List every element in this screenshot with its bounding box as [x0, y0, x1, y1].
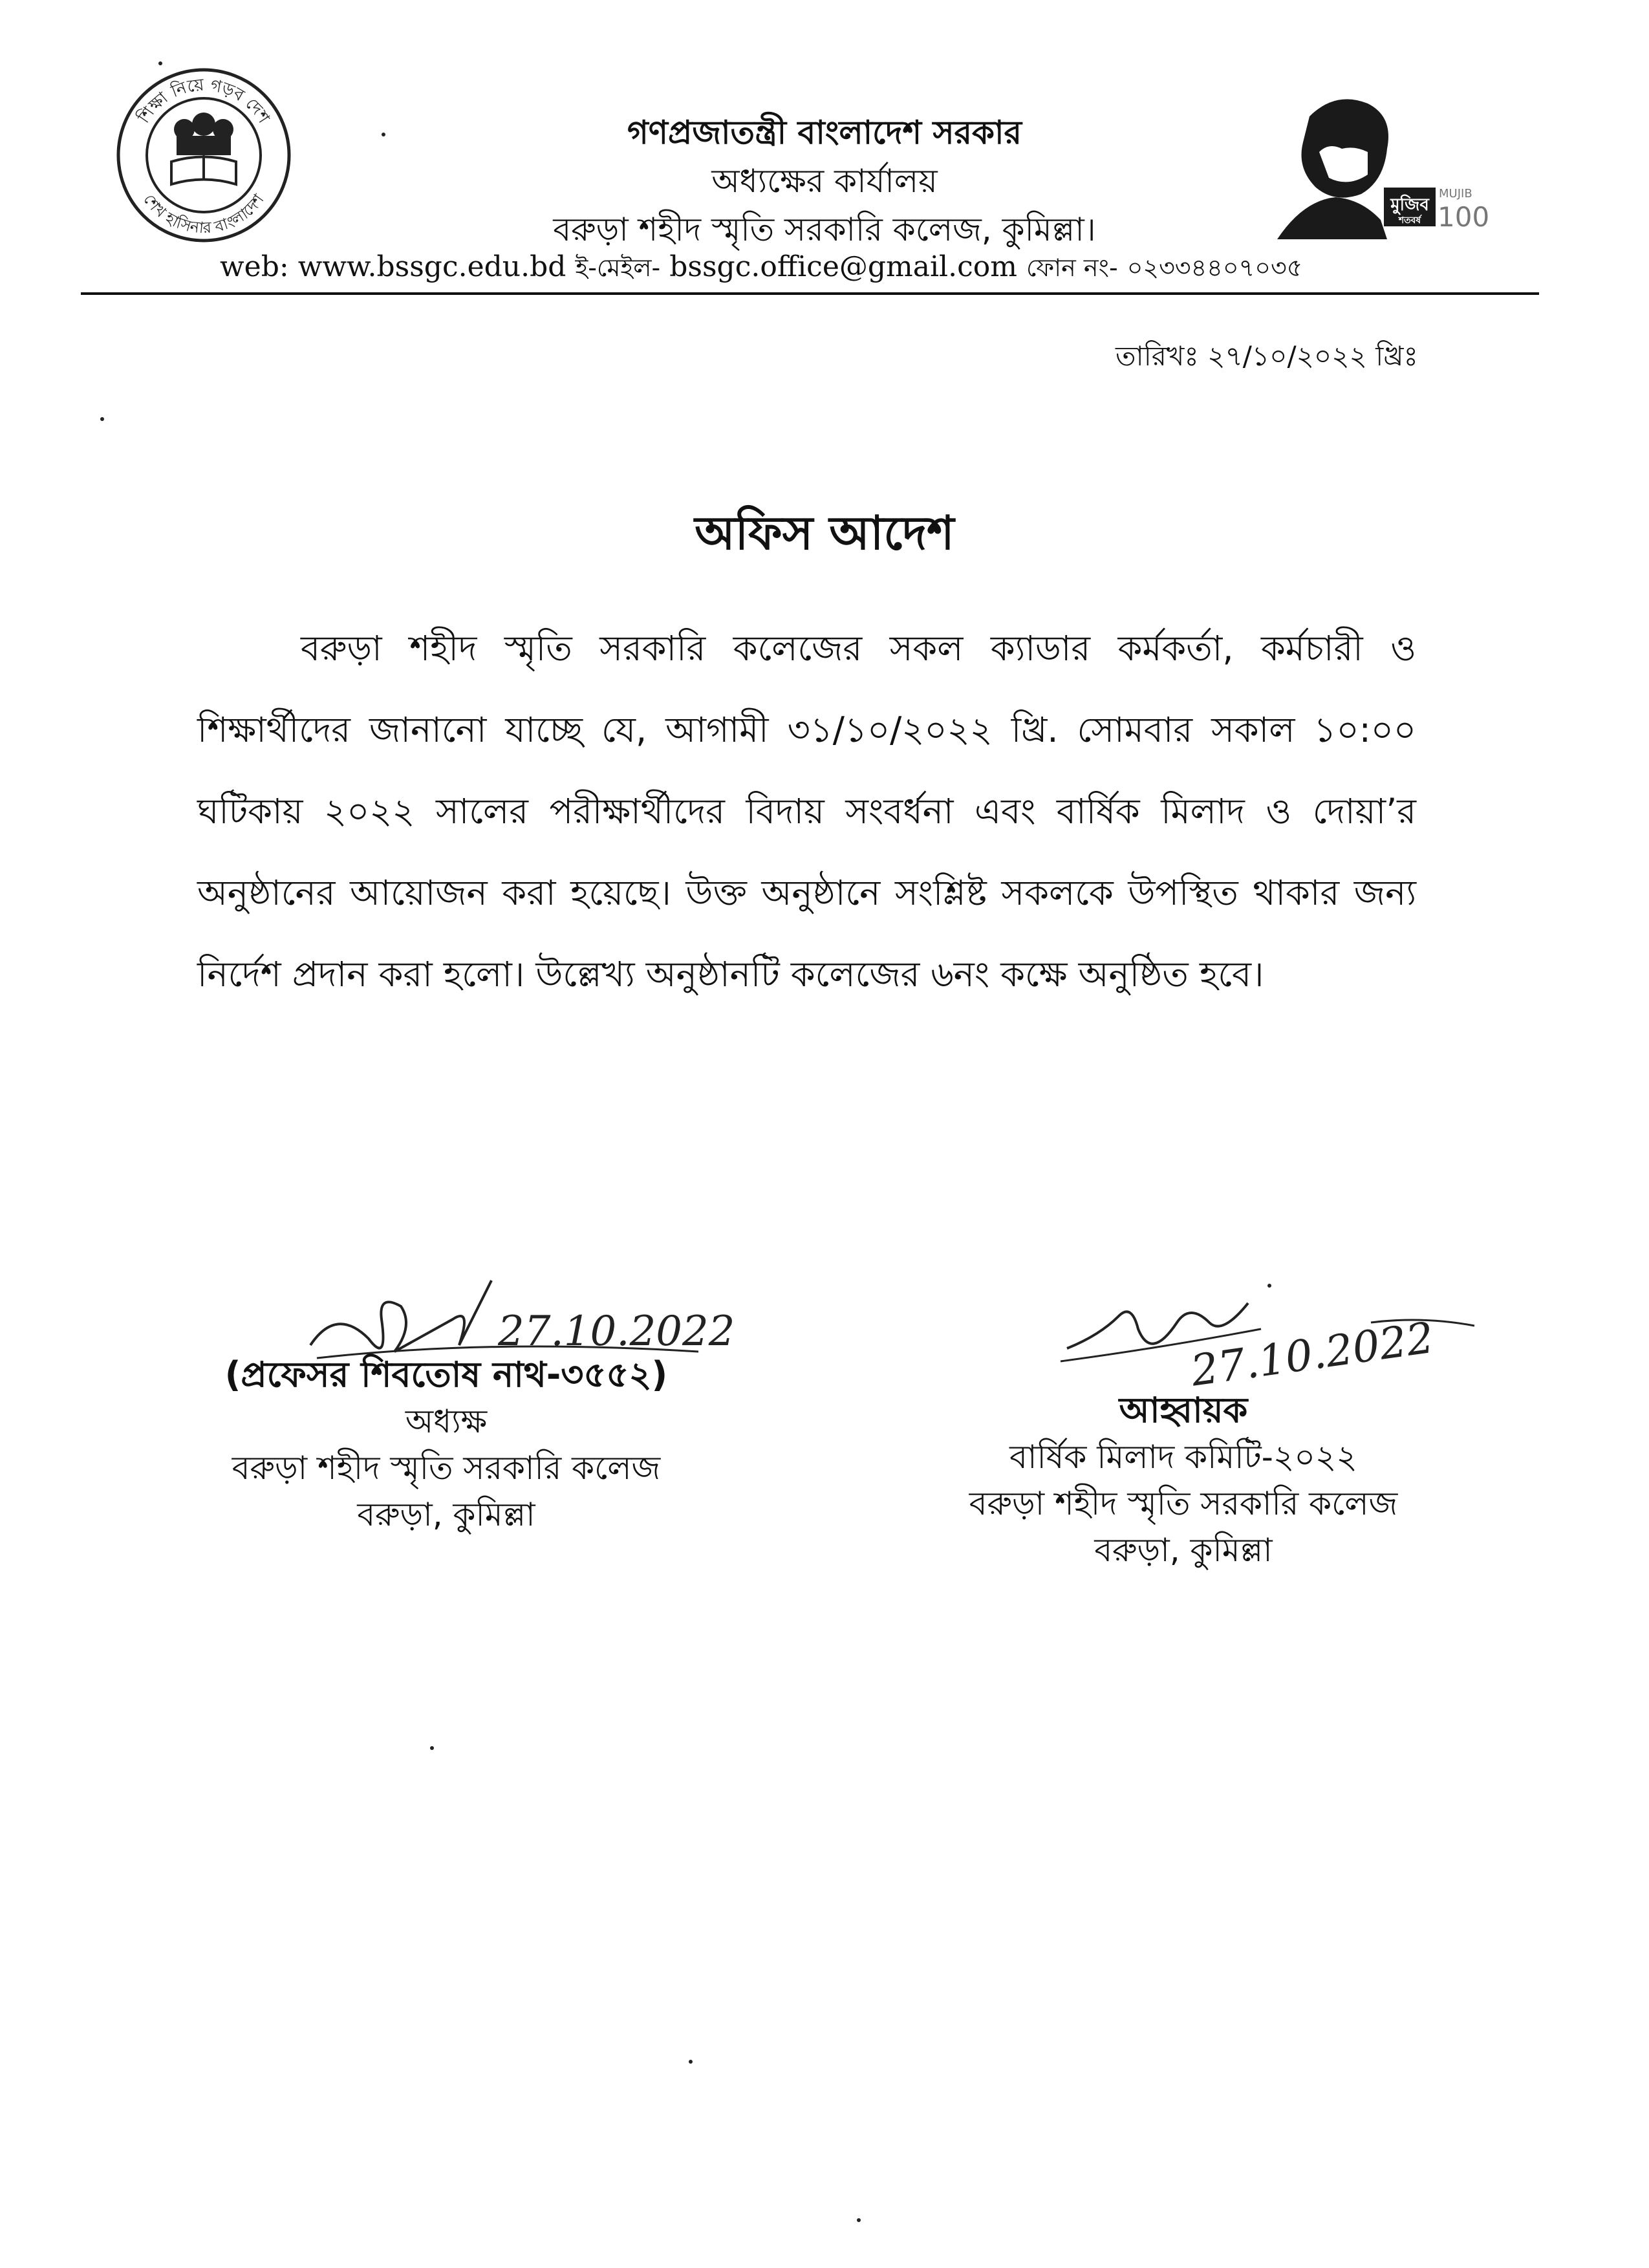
office-name: অধ্যক্ষের কার্যালয় — [711, 162, 938, 200]
mujib-label: মুজিব — [1390, 195, 1429, 215]
email-address[interactable]: bssgc.office@gmail.com — [669, 250, 1017, 283]
convener-college: বরুড়া শহীদ স্মৃতি সরকারি কলেজ — [969, 1485, 1398, 1522]
order-body: বরুড়া শহীদ স্মৃতি সরকারি কলেজের সকল ক্যাডার কর্মকর্তা, কর্মচারী ও শিক্ষার্থীদের জানানো যাচ্ছে যে, আগামী ৩১/১০/২০২২ খ্রি. সোমবার সকাল ১০:০০ ঘটিকায় ২০২২ সালের পরীক্ষার্থীদের বিদায় সংবর্ধনা এবং বার্ষিক মিলাদ ও দোয়া’র অনুষ্ঠানের আয়োজন করা হয়েছে। উক্ত অনুষ্ঠানে সংশ্লিষ্ট সকলকে উপস্থিত থাকার জন্য নির্দেশ প্রদান করা হলো। উল্লেখ্য অনুষ্ঠানটি কলেজের ৬নং কক্ষে অনুষ্ঠিত হবে। — [197, 628, 1416, 995]
header-divider — [81, 292, 1539, 295]
phone-number: ০২৩৩৪৪০৭০৩৫ — [1126, 254, 1303, 282]
hundred-label: 100 — [1438, 201, 1490, 233]
convener-place: বরুড়া, কুমিল্লা — [1094, 1531, 1273, 1569]
scan-speck — [430, 1746, 434, 1750]
convener-signature-date: 27.10.2022 — [1187, 1312, 1437, 1396]
web-url[interactable]: www.bssgc.edu.bd — [297, 250, 566, 283]
principal-place: বরুড়া, কুমিল্লা — [357, 1496, 535, 1533]
scan-speck — [100, 417, 104, 421]
principal-signature-block — [162, 1352, 731, 1538]
principal-signature-date: 27.10.2022 — [498, 1308, 735, 1355]
contact-line — [220, 249, 1302, 290]
logo-ring-bottom: শেখ হাসিনার বাংলাদেশ — [140, 190, 268, 237]
scan-speck — [857, 2218, 861, 2222]
logo-ring-top: শিক্ষা নিয়ে গড়ব দেশ — [134, 75, 274, 127]
principal-college: বরুড়া শহীদ স্মৃতি সরকারি কলেজ — [232, 1449, 661, 1487]
committee-name: বার্ষিক মিলাদ কমিটি-২০২২ — [1009, 1438, 1357, 1476]
convener-signature-block — [899, 1387, 1468, 1573]
college-name: বরুড়া শহীদ স্মৃতি সরকারি কলেজ, কুমিল্লা। — [553, 211, 1096, 248]
scan-speck — [382, 133, 385, 136]
convener-signature — [1061, 1277, 1487, 1396]
scan-speck — [1267, 1284, 1271, 1288]
mujib-en-label: MUJIB — [1439, 187, 1472, 200]
scan-speck — [158, 61, 162, 65]
document-date: তারিখঃ ২৭/১০/২০২২ খ্রিঃ — [1116, 340, 1418, 372]
shotoborsho-label: শতবর্ষ — [1398, 215, 1421, 226]
principal-designation: অধ্যক্ষ — [405, 1403, 488, 1440]
convener-role: আহ্বায়ক — [1119, 1390, 1248, 1431]
principal-name: (প্রফেসর শিবতোষ নাথ-৩৫৫২) — [224, 1354, 668, 1395]
document-title: অফিস আদেশ — [695, 506, 954, 560]
web-label: web: — [220, 250, 289, 283]
phone-label: ফোন নং- — [1026, 254, 1118, 282]
email-label: ই-মেইল- — [575, 254, 661, 282]
scan-speck — [689, 2060, 693, 2064]
government-name: গণপ্রজাতন্ত্রী বাংলাদেশ সরকার — [627, 114, 1022, 151]
